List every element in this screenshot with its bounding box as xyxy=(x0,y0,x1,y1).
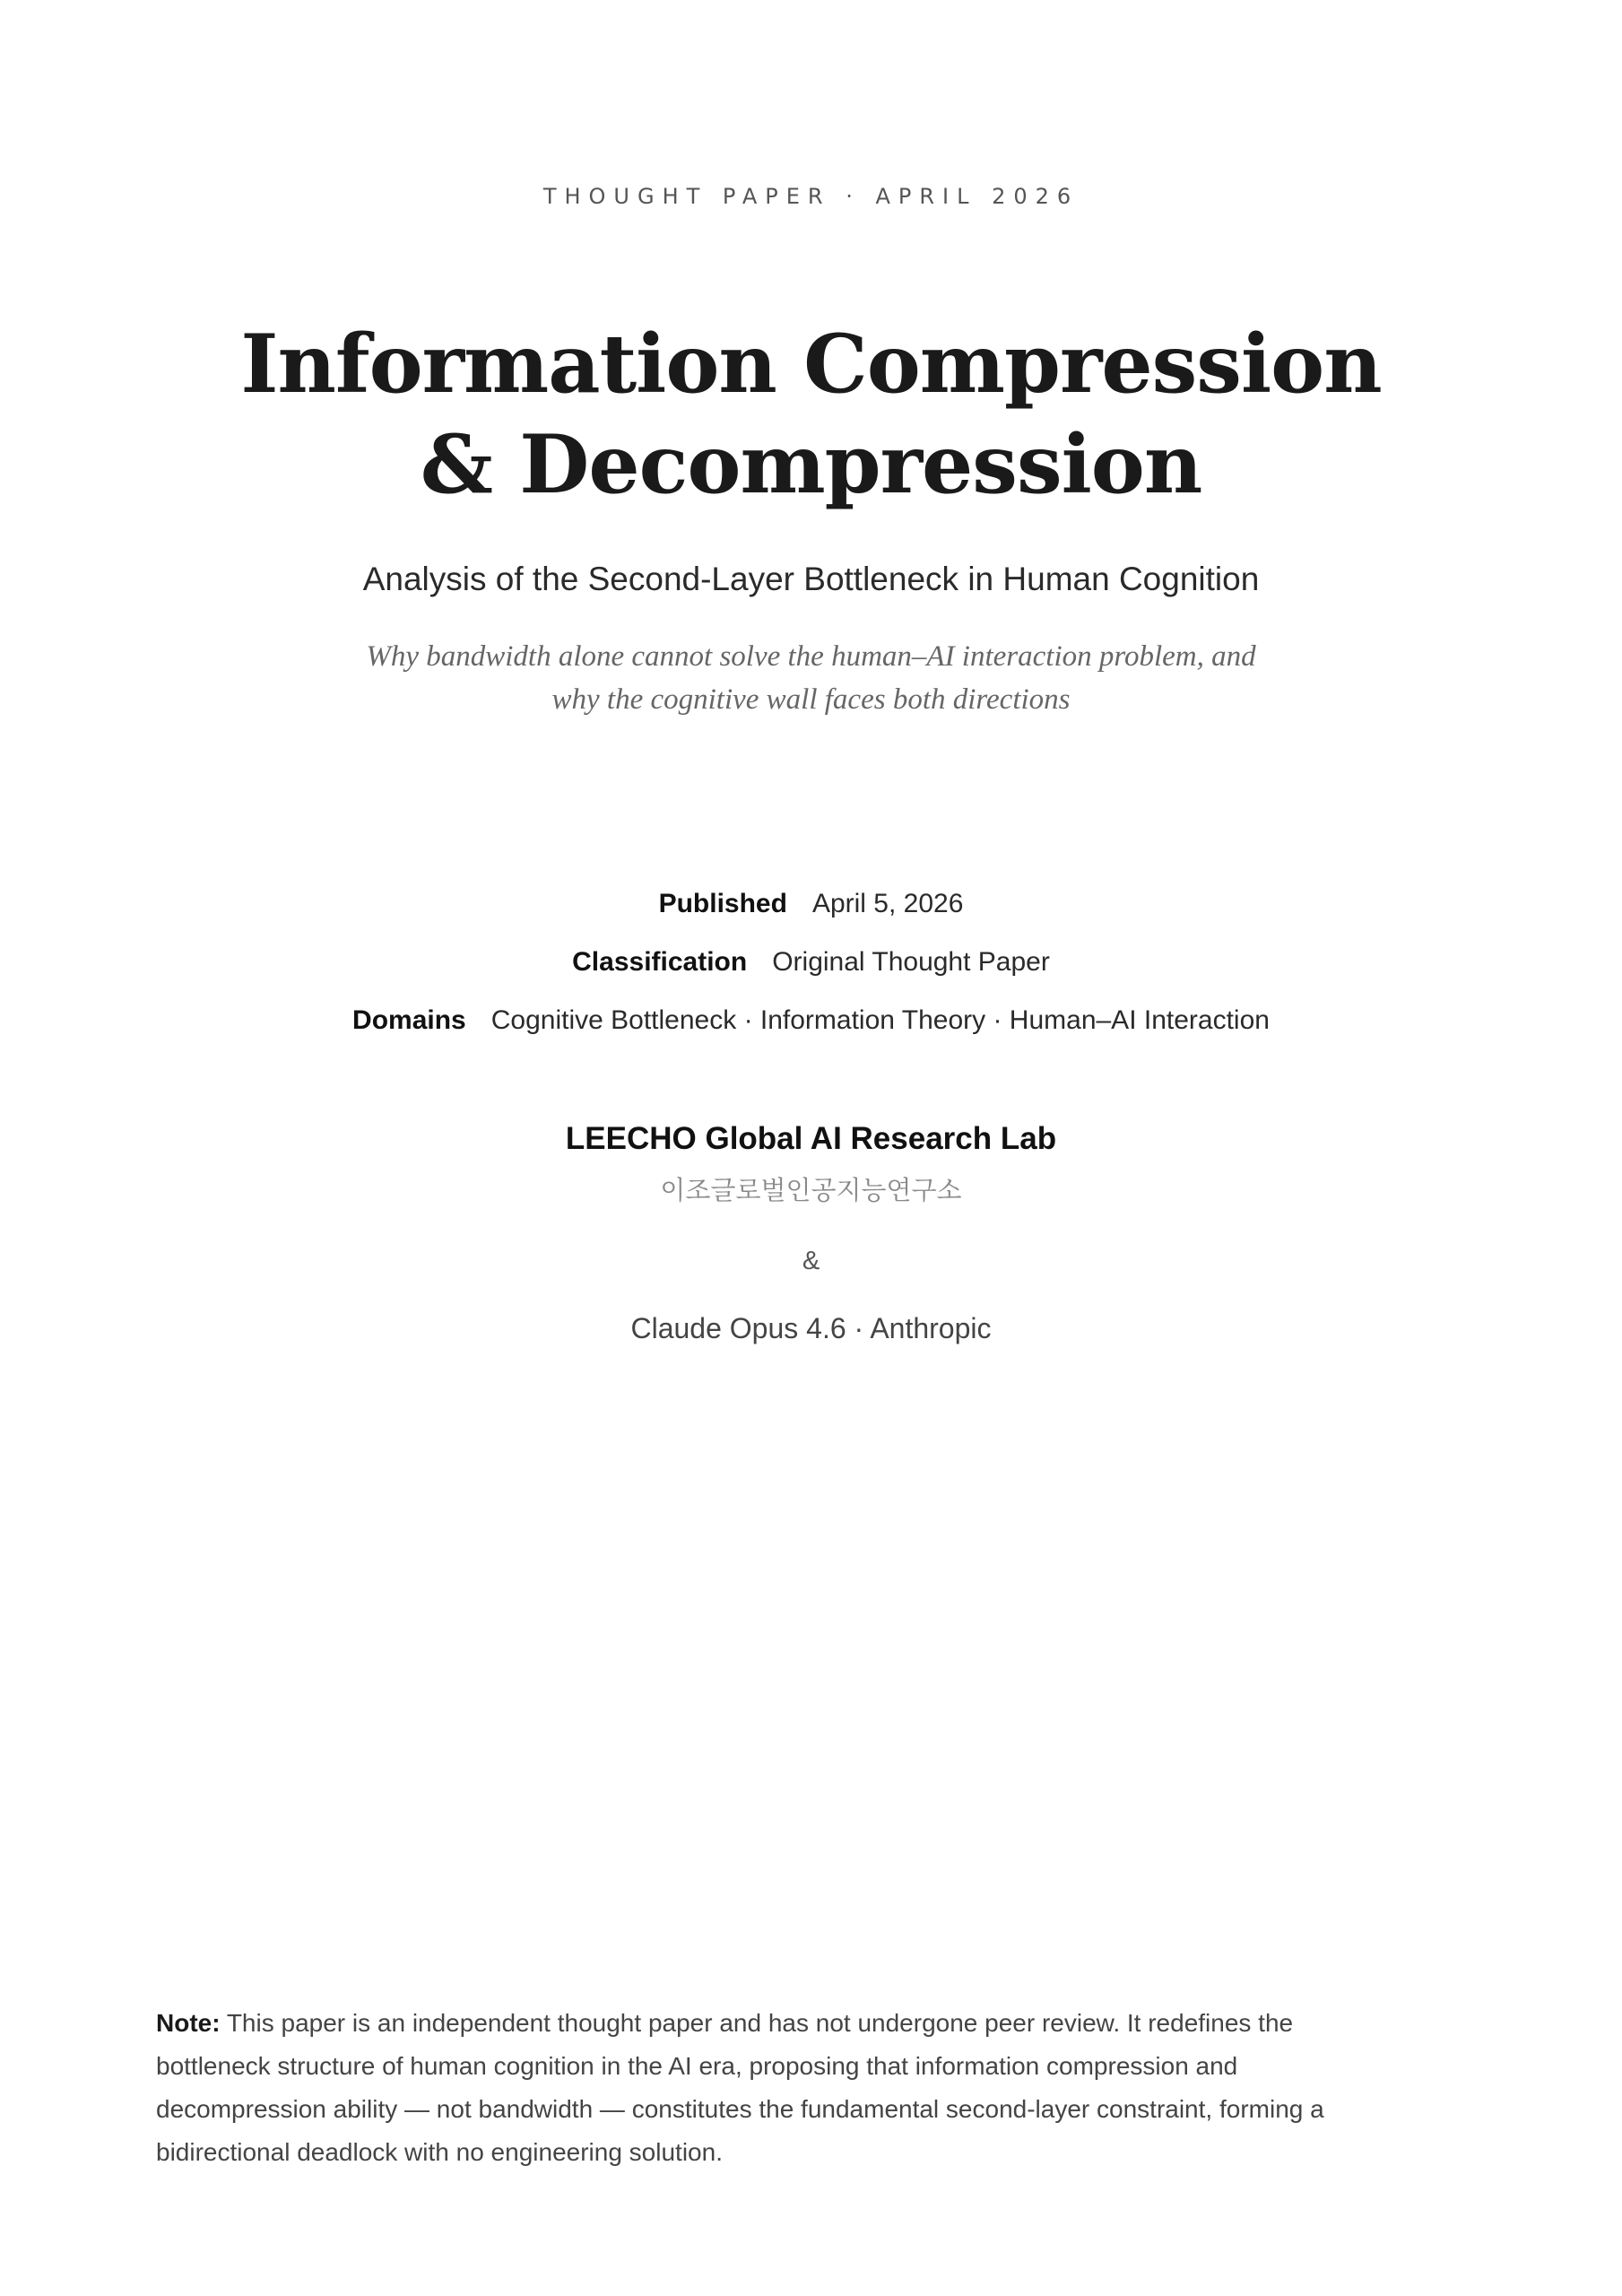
author-lab: LEECHO Global AI Research Lab xyxy=(565,1121,1057,1156)
paper-title-line-1: Information Compression xyxy=(240,317,1382,412)
author-model: Claude Opus 4.6 · Anthropic xyxy=(630,1312,992,1344)
meta-published xyxy=(0,889,1622,919)
meta-value: Original Thought Paper xyxy=(772,947,1050,977)
note-label: Note: xyxy=(156,2009,221,2037)
paper-kicker: THOUGHT PAPER · APRIL 2026 xyxy=(542,184,1080,209)
paper-tagline-line-1: Why bandwidth alone cannot solve the human–AI interaction problem, and xyxy=(366,640,1256,673)
meta-label: Domains xyxy=(352,1005,466,1035)
paper-subtitle: Analysis of the Second-Layer Bottleneck in Human Cognition xyxy=(362,561,1260,597)
meta-label: Published xyxy=(658,889,787,918)
author-ampersand: & xyxy=(802,1247,820,1275)
paper-tagline-line-2: why the cognitive wall faces both directions xyxy=(551,683,1071,716)
note-text: This paper is an independent thought paper and has not undergone peer review. It redefines the bottleneck structure of human cognition in the AI era, proposing that information compression and decompression ability — not bandwidth — constitutes the fundamental second-layer constraint, forming a bidirectional deadlock with no engineering solution. xyxy=(156,2009,1324,2166)
meta-value: Cognitive Bottleneck · Information Theory · Human–AI Interaction xyxy=(490,1005,1270,1035)
author-lab-korean: 이조글로벌인공지능연구소 xyxy=(660,1175,962,1205)
paper-title xyxy=(0,314,1622,515)
disclaimer-note xyxy=(156,2002,1411,2174)
meta-value: April 5, 2026 xyxy=(811,889,964,918)
paper-tagline xyxy=(0,635,1622,721)
meta-label: Classification xyxy=(572,947,748,977)
meta-domains xyxy=(0,1005,1622,1036)
meta-classification xyxy=(0,947,1622,978)
paper-title-line-2: & Decompression xyxy=(420,417,1202,512)
